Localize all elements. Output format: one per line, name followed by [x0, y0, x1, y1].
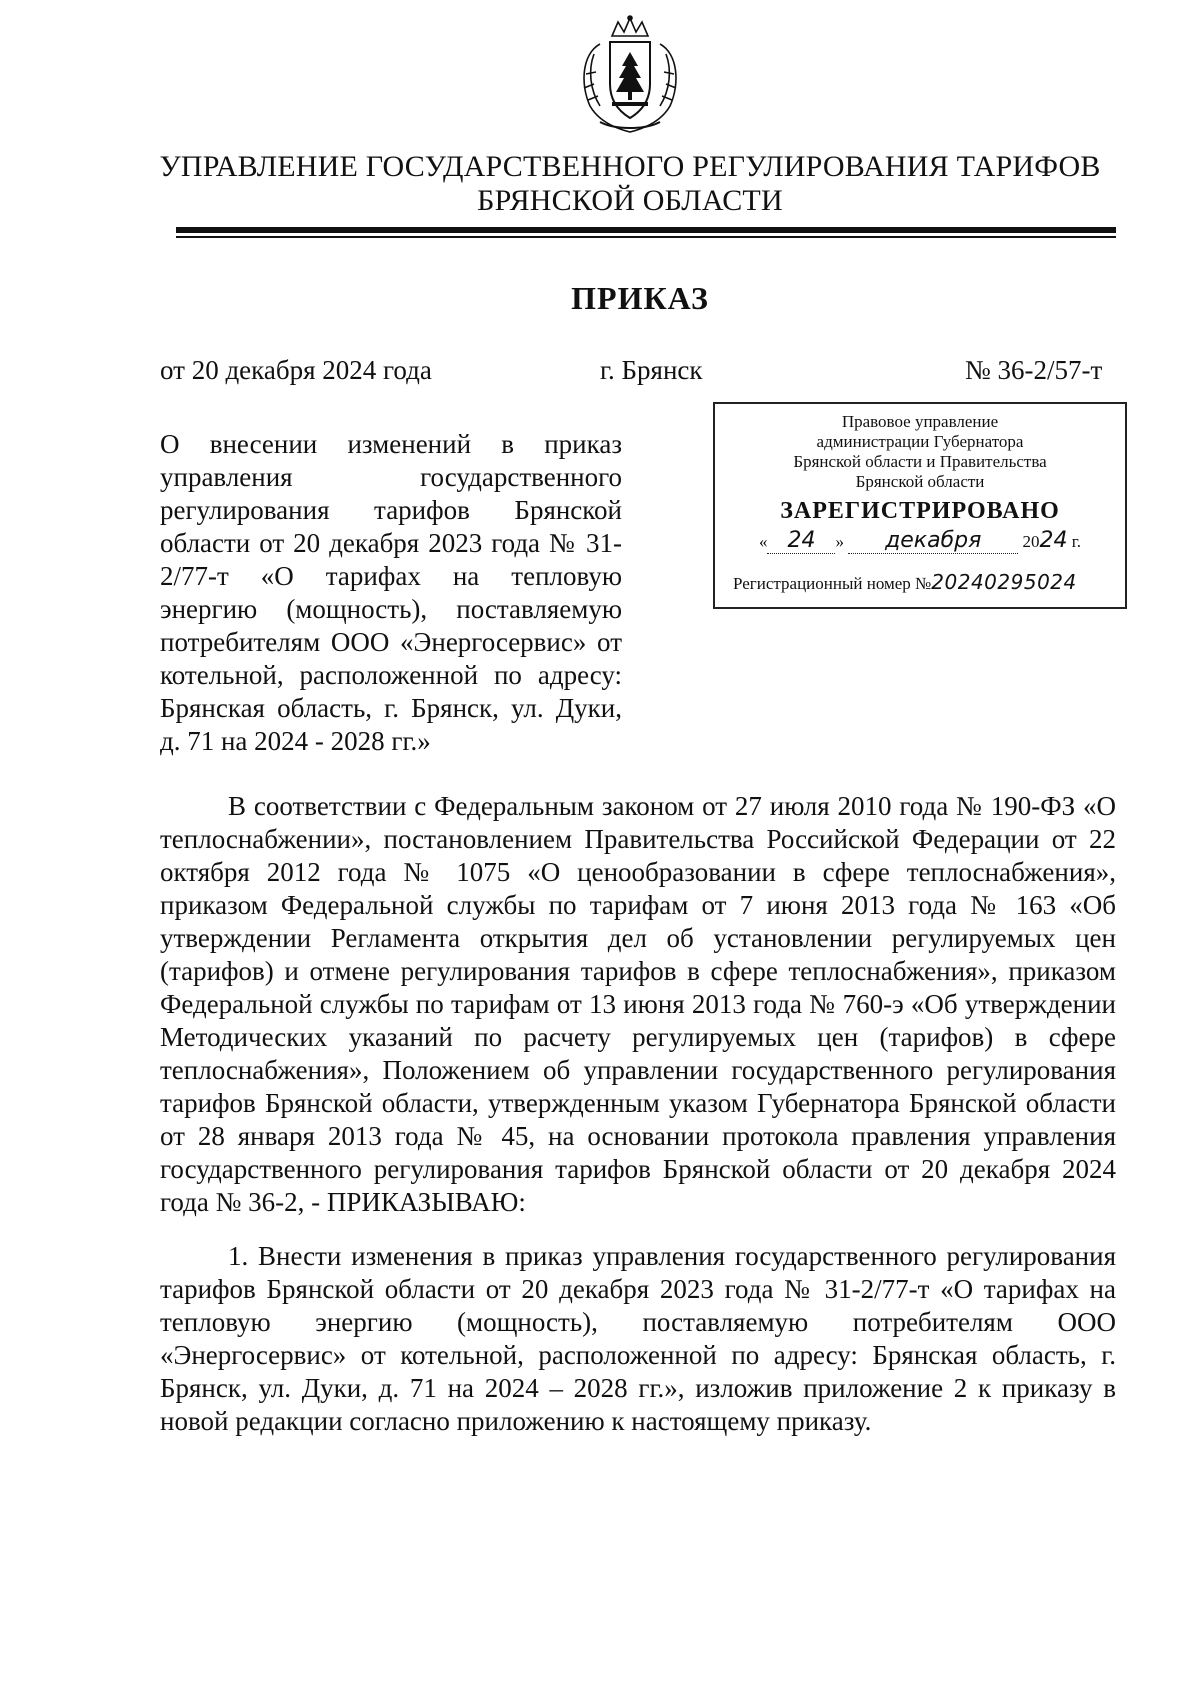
stamp-reg-number-handwritten: 20240295024: [931, 570, 1077, 594]
stamp-day-handwritten: 24: [787, 528, 816, 553]
document-title: ПРИКАЗ: [571, 280, 709, 316]
stamp-quote-close: »: [835, 532, 844, 551]
stamp-reg-number-row: [715, 570, 1125, 594]
stamp-line-2: администрации Губернатора: [816, 432, 1024, 451]
header-divider-thick: [176, 227, 1116, 233]
order-item-1: 1. Внести изменения в приказ управления государственного регулирования тарифов Брянской области от 20 декабря 2023 года № 31-2/77-т «О тарифах на тепловую энергию (мощность), поставляемую потребителям ООО «Энергосервис» от котельной, расположенной по адресу: Брянская область, г. Брянск, ул. Дуки, д. 71 на 2024 – 2028 гг.», изложив приложение 2 к приказу в новой редакции согласно приложению к настоящему приказу.: [160, 1241, 1116, 1436]
stamp-line-1: Правовое управление: [841, 412, 999, 431]
stamp-date-row: [715, 528, 1125, 564]
document-city: г. Брянск: [600, 355, 703, 385]
stamp-line-3: Брянской области и Правительства: [793, 452, 1047, 471]
document-date: от 20 декабря 2024 года: [160, 355, 432, 385]
stamp-month-handwritten: декабря: [885, 528, 982, 553]
preamble-paragraph: В соответствии с Федеральным законом от 27 июля 2010 года № 190-ФЗ «О теплоснабжении», постановлением Правительства Российской Федерации от 22 октября 2012 года № 1075 «О ценообразовании в сфере теплоснабжения», приказом Федеральной службы по тарифам от 7 июня 2013 года № 163 «Об утверждении Регламента открытия дел об установлении регулируемых цен (тарифов) и отмене регулирования тарифов в сфере теплоснабжения», приказом Федеральной службы по тарифам от 13 июня 2013 года № 760-э «Об утверждении Методических указаний по расчету регулируемых цен (тарифов) в сфере теплоснабжения», Положением об управлении государственного регулирования тарифов Брянской области, утвержденным указом Губернатора Брянской области от 28 января 2013 года № 45, на основании протокола правления управления государственного регулирования тарифов Брянской области от 20 декабря 2024 года № 36-2, - ПРИКАЗЫВАЮ:: [160, 791, 1116, 1217]
document-subject: О внесении изменений в приказ управления государственного регулирования тарифов Брянской области от 20 декабря 2023 года № 31-2/77-т «О тарифах на тепловую энергию (мощность), поставляемую потребителям ООО «Энергосервис» от котельной, расположенной по адресу: Брянская область, г. Брянск, ул. Дуки, д. 71 на 2024 - 2028 гг.»: [160, 429, 622, 756]
stamp-year-prefix: 20: [1022, 532, 1040, 551]
registration-stamp: [713, 402, 1127, 609]
stamp-year-unit: г.: [1071, 532, 1082, 551]
document-number: № 36-2/57-т: [965, 355, 1103, 385]
stamp-year-suffix-handwritten: 24: [1039, 528, 1068, 553]
stamp-line-4: Брянской области: [855, 472, 985, 491]
stamp-registered: ЗАРЕГИСТРИРОВАНО: [780, 498, 1060, 524]
coat-of-arms-emblem: [570, 14, 690, 138]
header-divider-thin: [176, 236, 1116, 238]
agency-name-line2: БРЯНСКОЙ ОБЛАСТИ: [477, 184, 783, 217]
stamp-quote-open: «: [758, 532, 768, 551]
agency-name-line1: УПРАВЛЕНИЕ ГОСУДАРСТВЕННОГО РЕГУЛИРОВАНИЯ ТАРИФОВ: [159, 150, 1101, 183]
stamp-reg-label: Регистрационный номер №: [733, 574, 932, 593]
